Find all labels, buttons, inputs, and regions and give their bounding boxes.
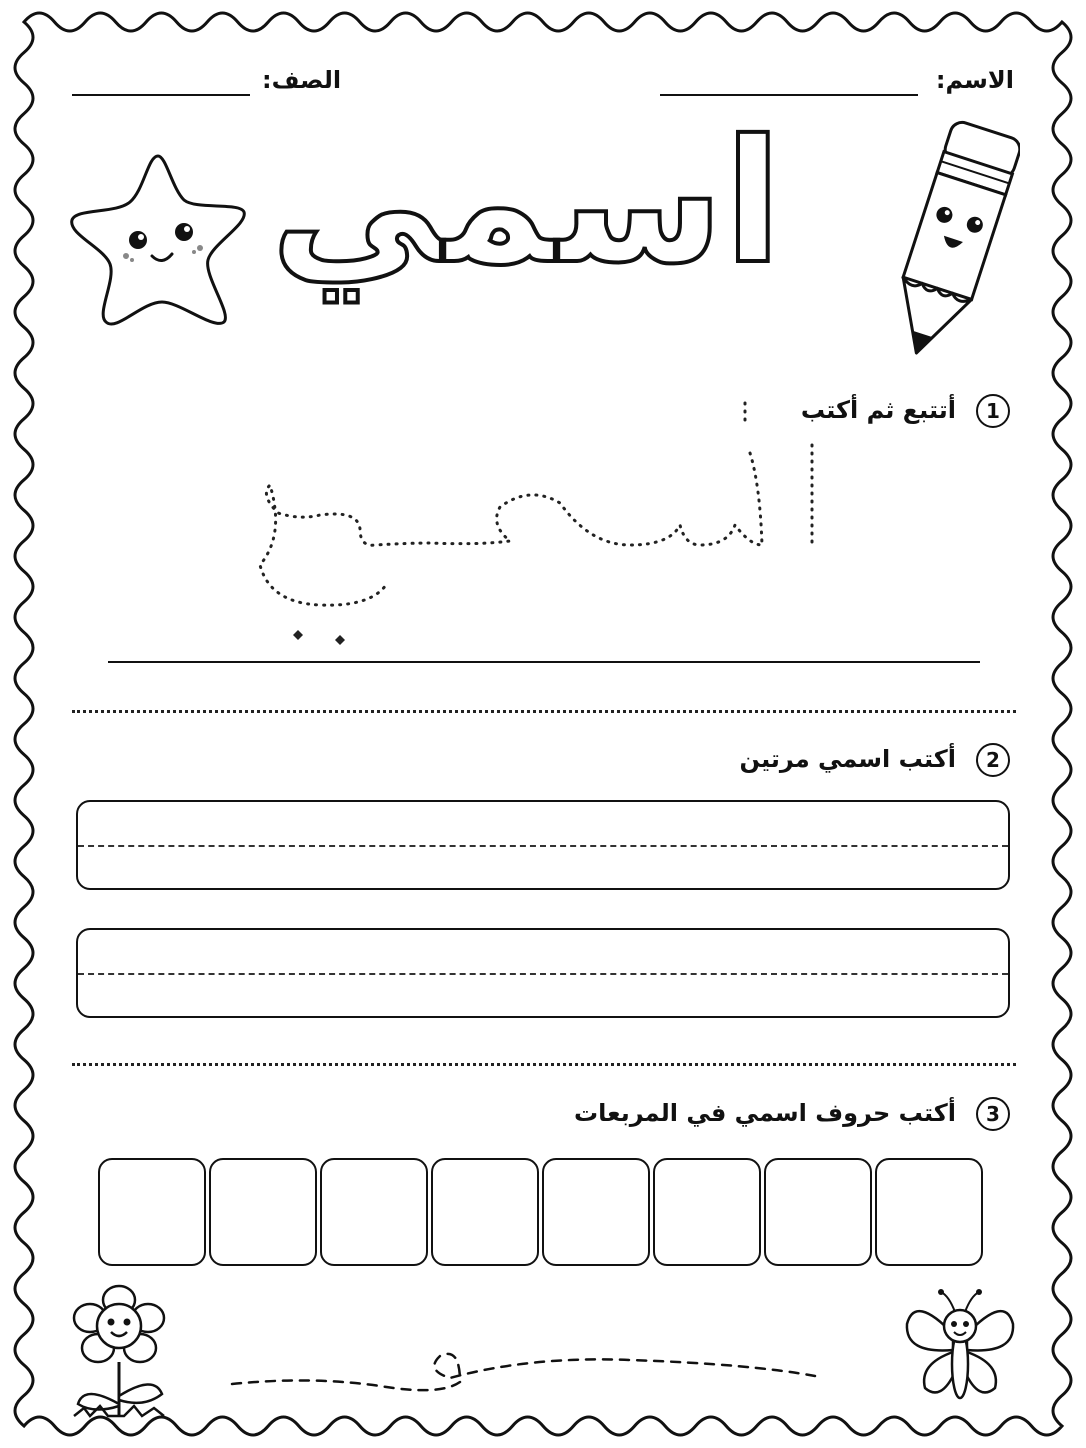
write-line-1[interactable]	[76, 800, 1010, 890]
butterfly-icon	[895, 1284, 1025, 1414]
class-label: الصف:	[262, 66, 342, 94]
letter-box[interactable]	[320, 1158, 428, 1266]
class-line[interactable]	[72, 94, 250, 96]
section-divider	[72, 710, 1016, 713]
section-2-title: أكتب اسمي مرتين	[739, 745, 956, 773]
section-3-title: أكتب حروف اسمي في المربعات	[574, 1099, 956, 1127]
write-line-2-guide	[78, 973, 1008, 975]
trace-word-dotted	[230, 395, 850, 655]
section-2-number: 2	[976, 743, 1010, 777]
star-icon	[62, 148, 252, 334]
trace-baseline[interactable]	[108, 661, 980, 663]
letter-box[interactable]	[875, 1158, 983, 1266]
pencil-icon	[880, 118, 1020, 368]
letter-box[interactable]	[431, 1158, 539, 1266]
section-1-title: أتتبع ثم أكتب	[800, 396, 956, 424]
section-3-number: 3	[976, 1097, 1010, 1131]
name-label: الاسم:	[935, 66, 1014, 94]
letter-box[interactable]	[764, 1158, 872, 1266]
name-line[interactable]	[660, 94, 918, 96]
flower-icon	[64, 1284, 174, 1424]
letter-box[interactable]	[209, 1158, 317, 1266]
letter-box[interactable]	[98, 1158, 206, 1266]
letter-box[interactable]	[542, 1158, 650, 1266]
write-line-2[interactable]	[76, 928, 1010, 1018]
section-1-number: 1	[976, 394, 1010, 428]
letter-box[interactable]	[653, 1158, 761, 1266]
dashed-flight-path	[230, 1336, 820, 1406]
worksheet-title: اسمي	[270, 104, 782, 302]
section-divider	[72, 1063, 1016, 1066]
write-line-1-guide	[78, 845, 1008, 847]
